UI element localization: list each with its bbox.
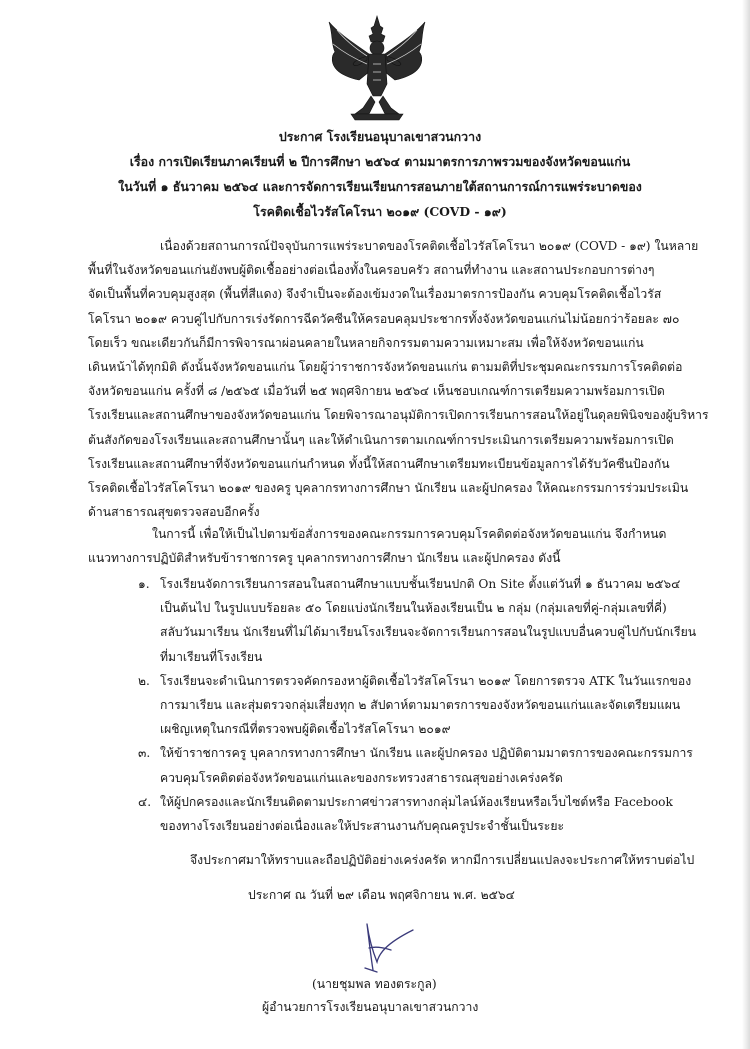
- list-item-line: ที่มาเรียนที่โรงเรียน: [160, 649, 263, 664]
- closing-statement: [88, 848, 698, 872]
- paragraph-line: ในการนี้ เพื่อให้เป็นไปตามข้อสั่งการของคณะกรรมการควบคุมโรคติดต่อจังหวัดขอนแก่น จึงกำหนด: [152, 527, 667, 541]
- paragraph-line: แนวทางการปฏิบัติสำหรับข้าราชการครู บุคลากรทางการศึกษา นักเรียน และผู้ปกครอง ดังนี้: [88, 551, 561, 566]
- paragraph-line: ต้นสังกัดของโรงเรียนและสถานศึกษานั้นๆ และให้ดำเนินการตามเกณฑ์การประเมินการเตรียมความพร้อมการเปิด: [88, 432, 674, 447]
- page-edge-shadow: [742, 0, 750, 1049]
- list-item-number: ๑.: [138, 577, 150, 591]
- list-item-number: ๓.: [138, 746, 151, 761]
- list-item-line: การมาเรียน และสุ่มตรวจกลุ่มเสี่ยงทุก ๒ สัปดาห์ตามมาตรการของจังหวัดขอนแก่นและจัดเตรียมแผน: [160, 698, 681, 713]
- list-item-line: ของทางโรงเรียนอย่างต่อเนื่องและให้ประสานงานกับคุณครูประจำชั้นเป็นระยะ: [160, 819, 565, 834]
- paragraph-line: โรงเรียนและสถานศึกษาที่จังหวัดขอนแก่นกำหนด ทั้งนี้ให้สถานศึกษาเตรียมทะเบียนข้อมูลการได้รับวัคซีนป้องกัน: [88, 456, 670, 471]
- paragraph-line: เดินหน้าได้ทุกมิติ ดังนั้นจังหวัดขอนแก่น โดยผู้ว่าราชการจังหวัดขอนแก่น ตามมติที่ประชุมคณะกรรมการโรคติดต่อ: [88, 360, 683, 375]
- announcement-date: ประกาศ ณ วันที่ ๒๙ เดือน พฤศจิกายน พ.ศ. ๒๕๖๔: [248, 888, 515, 902]
- list-item-line: โรงเรียนจัดการเรียนการสอนในสถานศึกษาแบบชั้นเรียนปกติ On Site ตั้งแต่วันที่ ๑ ธันวาคม ๒๕๖๔: [160, 577, 681, 591]
- paragraph-line: โดยเร็ว ขณะเดียวกันก็มีการพิจารณาผ่อนคลายในหลายกิจกรรมตามความเหมาะสม เพื่อให้จังหวัดขอนแก่น: [88, 335, 644, 350]
- list-item-line: เป็นต้นไป ในรูปแบบร้อยละ ๕๐ โดยแบ่งนักเรียนในห้องเรียนเป็น ๒ กลุ่ม (กลุ่มเลขที่คู่-กลุ่มเลขที่คี่): [160, 601, 667, 616]
- list-item-line: ให้ข้าราชการครู บุคลากรทางการศึกษา นักเรียน และผู้ปกครอง ปฏิบัติตามมาตรการของคณะกรรมการ: [160, 746, 693, 761]
- list-item-number: ๔.: [138, 794, 152, 809]
- list-item-line: ให้ผู้ปกครองและนักเรียนติดตามประกาศข่าวสารทางกลุ่มไลน์ห้องเรียนหรือเว็บไซต์หรือ Facebook: [160, 794, 673, 809]
- paragraph-line: จัดเป็นพื้นที่ควบคุมสูงสุด (พื้นที่สีแดง) จึงจำเป็นจะต้องเข้มงวดในเรื่องมาตรการป้องกัน ควบคุมโรคติดเชื้อไวรัส: [88, 287, 662, 302]
- list-item: [88, 741, 698, 789]
- guideline-list: [88, 572, 698, 838]
- paragraph-line: โคโรนา ๒๐๑๙ ควบคู่ไปกับการเร่งรัดการฉีดวัคซีนให้ครอบคลุมประชากรทั้งจังหวัดขอนแก่นไม่น้อยกว่าร้อยละ ๗๐: [88, 311, 680, 326]
- list-item-line: ควบคุมโรคติดต่อจังหวัดขอนแก่นและของกระทรวงสาธารณสุขอย่างเคร่งครัด: [160, 770, 563, 785]
- paragraph-line: โรคติดเชื้อไวรัสโคโรนา ๒๐๑๙ ของครู บุคลากรทางการศึกษา นักเรียน และผู้ปกครอง ให้คณะกรรมการร่วมประเมิน: [88, 481, 689, 496]
- closing-text: จึงประกาศมาให้ทราบและถือปฏิบัติอย่างเคร่งครัด หากมีการเปลี่ยนแปลงจะประกาศให้ทราบต่อไป: [190, 853, 695, 867]
- signer-position: ผู้อำนวยการโรงเรียนอนุบาลเขาสวนกวาง: [262, 1000, 479, 1014]
- paragraph-line: จังหวัดขอนแก่น ครั้งที่ ๘ /๒๕๖๕ เมื่อวันที่ ๒๕ พฤศจิกายน ๒๕๖๔ เห็นชอบเกณฑ์การเตรียมความพร้อมการเปิด: [88, 384, 665, 399]
- list-item-line: เผชิญเหตุในกรณีที่ตรวจพบผู้ติดเชื้อไวรัสโคโรนา ๒๐๑๙: [160, 722, 451, 737]
- title-line-1: ประกาศ โรงเรียนอนุบาลเขาสวนกวาง: [278, 129, 482, 144]
- announcement-title: [70, 124, 690, 224]
- paragraph-line: พื้นที่ในจังหวัดขอนแก่นยังพบผู้ติดเชื้ออย่างต่อเนื่องทั้งในครอบครัว สถานที่ทำงาน และสถานประกอบการต่างๆ: [88, 263, 655, 278]
- paragraph-background: [88, 234, 709, 524]
- title-line-4: โรคติดเชื้อไวรัสโคโรนา ๒๐๑๙ (COVD - ๑๙): [253, 204, 507, 219]
- signer-name: (นายชุมพล ทองตระกูล): [312, 977, 437, 991]
- list-item: [88, 790, 698, 838]
- list-item: [88, 572, 698, 669]
- list-item-line: โรงเรียนจะดำเนินการตรวจคัดกรองหาผู้ติดเชื้อไวรัสโคโรนา ๒๐๑๙ โดยการตรวจ ATK ในวันแรกของ: [160, 673, 692, 688]
- title-line-2: เรื่อง การเปิดเรียนภาคเรียนที่ ๒ ปีการศึกษา ๒๕๖๔ ตามมาตรการภาพรวมของจังหวัดขอนแก่น: [129, 154, 631, 169]
- title-line-3: ในวันที่ ๑ ธันวาคม ๒๕๖๔ และการจัดการเรียนเรียนการสอนภายใต้สถานการณ์การแพร่ระบาดของ: [118, 179, 642, 194]
- list-item-line: สลับวันมาเรียน นักเรียนที่ไม่ได้มาเรียนโรงเรียนจะจัดการเรียนการสอนในรูปแบบอื่นควบคู่ไปกับนักเรียน: [160, 625, 697, 640]
- garuda-emblem-icon: [325, 14, 429, 122]
- paragraph-guidelines-intro: [88, 522, 698, 570]
- paragraph-line: ด้านสาธารณสุขตรวจสอบอีกครั้ง: [88, 505, 260, 520]
- paragraph-line: เนื่องด้วยสถานการณ์ปัจจุบันการแพร่ระบาดของโรคติดเชื้อไวรัสโคโรนา ๒๐๑๙ (COVD - ๑๙) ในหลาย: [160, 239, 699, 253]
- paragraph-line: โรงเรียนและสถานศึกษาของจังหวัดขอนแก่น โดยพิจารณาอนุมัติการเปิดการเรียนการสอนให้อยู่ในดุลยพินิจของผู้บริหาร: [88, 408, 709, 423]
- list-item-number: ๒.: [138, 673, 150, 688]
- list-item: [88, 669, 698, 742]
- signature-image: [355, 918, 425, 978]
